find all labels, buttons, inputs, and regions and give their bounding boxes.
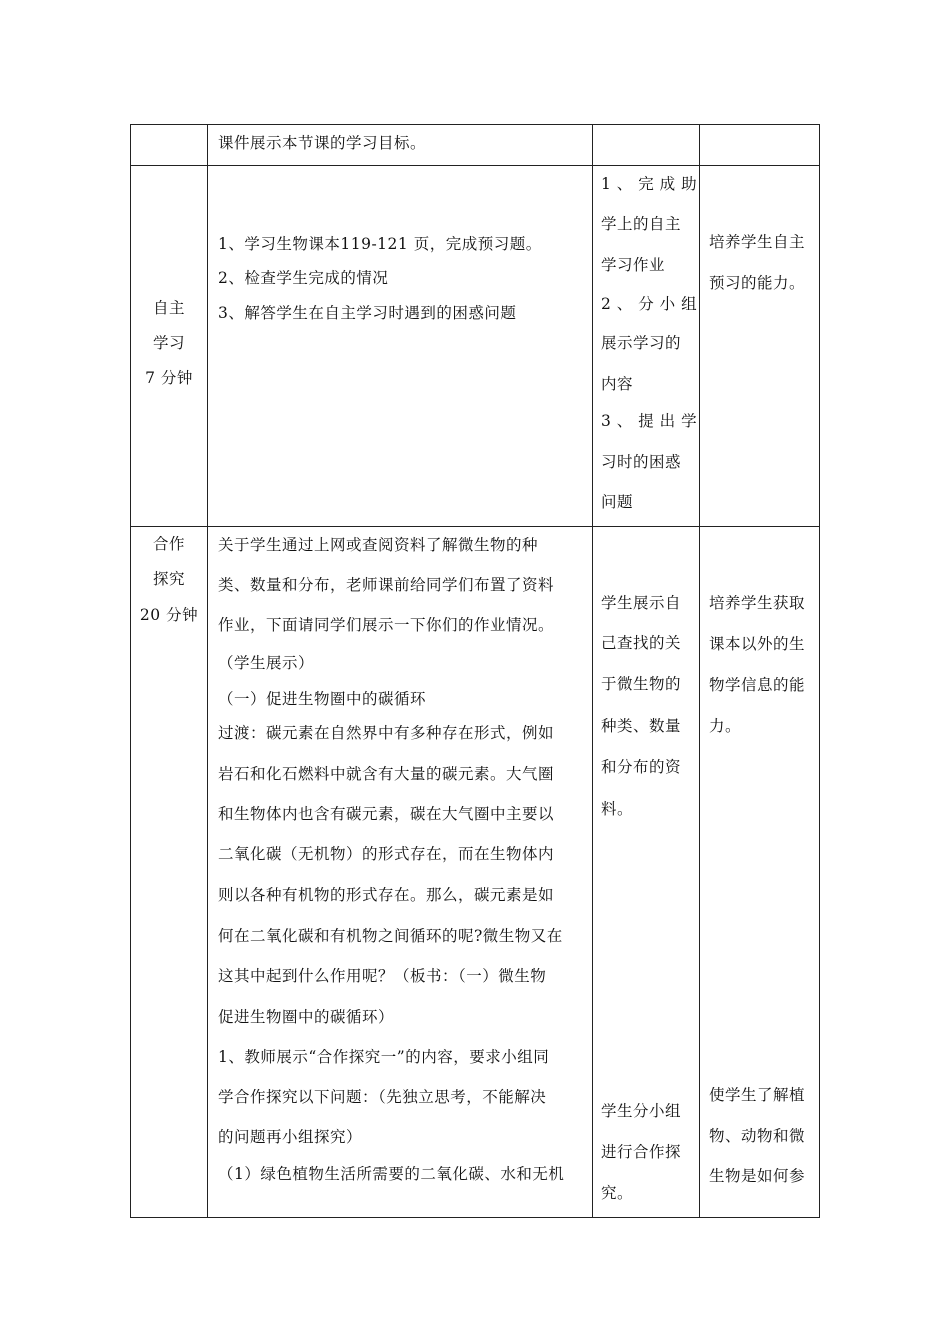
teacher-line: 3、解答学生在自主学习时遇到的困惑问题: [218, 304, 517, 322]
stage-label-line: 学习: [152, 334, 185, 352]
student-line: 料。: [601, 800, 634, 818]
row-divider-1: [130, 165, 820, 166]
table-border-bottom: [130, 1217, 820, 1218]
student-line: 1 、 完 成 助: [601, 175, 698, 193]
student-line: 学上的自主: [601, 215, 682, 233]
purpose-line: 力。: [709, 717, 742, 735]
teacher-line: 作业，下面请同学们展示一下你们的作业情况。: [218, 616, 555, 634]
student-line: 习时的困惑: [601, 453, 682, 471]
table-border-left: [130, 124, 131, 1218]
teacher-line: 岩石和化石燃料中就含有大量的碳元素。大气圈: [218, 765, 555, 783]
objective-text: 课件展示本节课的学习目标。: [218, 134, 427, 152]
teacher-line: （一）促进生物圈中的碳循环: [218, 690, 427, 708]
teacher-line: 何在二氧化碳和有机物之间循环的呢?微生物又在: [218, 927, 563, 945]
student-line: 展示学习的: [601, 334, 682, 352]
teacher-line: 2、检查学生完成的情况: [218, 269, 389, 287]
stage-label-line: 探究: [152, 570, 185, 588]
stage-label-line: 合作: [152, 535, 185, 553]
student-line: 2 、 分 小 组: [601, 295, 698, 313]
teacher-line: 关于学生通过上网或查阅资料了解微生物的种: [218, 536, 539, 554]
teacher-line: 学合作探究以下问题：（先独立思考，不能解决: [218, 1088, 547, 1106]
purpose-line: 课本以外的生: [709, 635, 806, 653]
purpose-line: 使学生了解植: [709, 1086, 806, 1104]
student-line: 和分布的资: [601, 758, 682, 776]
teacher-line: 1、学习生物课本119-121 页，完成预习题。: [218, 235, 542, 253]
table-border-right: [819, 124, 820, 1218]
teacher-line: 类、数量和分布，老师课前给同学们布置了资料: [218, 576, 555, 594]
purpose-line: 培养学生获取: [709, 594, 806, 612]
student-line: 种类、数量: [601, 717, 682, 735]
purpose-line: 物学信息的能: [709, 676, 806, 694]
student-line: 问题: [601, 493, 634, 511]
student-line: 3 、 提 出 学: [601, 412, 698, 430]
student-line: 己查找的关: [601, 634, 682, 652]
student-line: 进行合作探: [601, 1143, 682, 1161]
teacher-line: 这其中起到什么作用呢？（板书：（一）微生物: [218, 967, 547, 985]
teacher-line: 的问题再小组探究）: [218, 1128, 363, 1146]
teacher-line: 则以各种有机物的形式存在。那么，碳元素是如: [218, 886, 555, 904]
purpose-line: 物、动物和微: [709, 1127, 806, 1145]
purpose-line: 生物是如何参: [709, 1167, 806, 1185]
teacher-line: 二氧化碳（无机物）的形式存在，而在生物体内: [218, 845, 555, 863]
table-divider-2: [592, 124, 593, 1218]
teacher-line: （1）绿色植物生活所需要的二氧化碳、水和无机: [218, 1165, 565, 1183]
teacher-line: 1、教师展示“合作探究一”的内容，要求小组同: [218, 1048, 550, 1066]
teacher-line: 和生物体内也含有碳元素，碳在大气圈中主要以: [218, 805, 555, 823]
stage-label-line: 自主: [152, 299, 185, 317]
teacher-line: 促进生物圈中的碳循环）: [218, 1008, 395, 1026]
student-line: 究。: [601, 1184, 634, 1202]
student-line: 学习作业: [601, 256, 666, 274]
stage-duration: 7 分钟: [145, 369, 193, 387]
stage-duration: 20 分钟: [139, 606, 199, 624]
table-divider-3: [699, 124, 700, 1218]
row-divider-2: [130, 526, 820, 527]
teacher-line: （学生展示）: [218, 654, 315, 672]
student-line: 学生展示自: [601, 594, 682, 612]
purpose-line: 预习的能力。: [709, 274, 806, 292]
table-divider-1: [207, 124, 208, 1218]
purpose-line: 培养学生自主: [709, 233, 806, 251]
table-border-top: [130, 124, 820, 125]
student-line: 内容: [601, 375, 634, 393]
student-line: 学生分小组: [601, 1102, 682, 1120]
student-line: 于微生物的: [601, 675, 682, 693]
teacher-line: 过渡：碳元素在自然界中有多种存在形式，例如: [218, 724, 555, 742]
